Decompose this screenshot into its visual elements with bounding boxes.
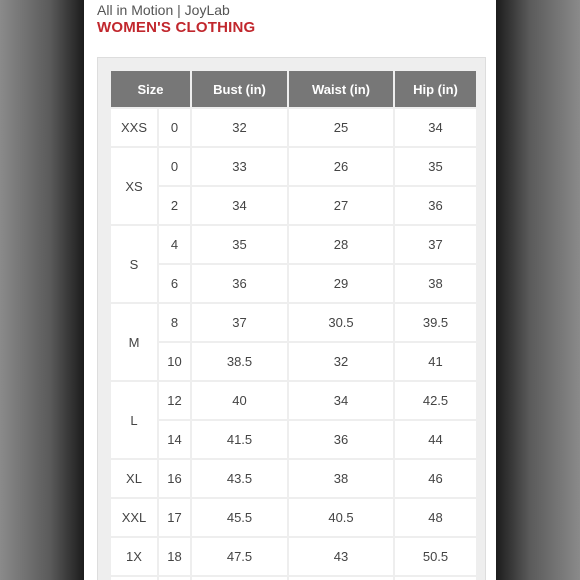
hip-cell: 36 — [395, 187, 476, 224]
waist-cell: 40.5 — [289, 499, 393, 536]
section-heading: WOMEN'S CLOTHING — [97, 19, 256, 36]
hip-cell: 46 — [395, 460, 476, 497]
table-header-row — [111, 71, 476, 107]
size-number: 18 — [159, 538, 190, 575]
table-row — [111, 538, 476, 575]
size-label: XL — [111, 460, 157, 497]
hip-cell: 41 — [395, 343, 476, 380]
size-number: 2 — [159, 187, 190, 224]
size-number: 8 — [159, 304, 190, 341]
size-number: 14 — [159, 421, 190, 458]
size-label: XXL — [111, 499, 157, 536]
header-hip: Hip (in) — [395, 71, 476, 107]
header-bust: Bust (in) — [192, 71, 287, 107]
hip-cell: 48 — [395, 499, 476, 536]
size-label: XXS — [111, 109, 157, 146]
waist-cell: 28 — [289, 226, 393, 263]
size-number: 6 — [159, 265, 190, 302]
waist-cell: 26 — [289, 148, 393, 185]
waist-cell: 38 — [289, 460, 393, 497]
waist-cell: 27 — [289, 187, 393, 224]
size-number: 12 — [159, 382, 190, 419]
waist-cell: 43 — [289, 538, 393, 575]
bust-cell: 45.5 — [192, 499, 287, 536]
waist-cell: 25 — [289, 109, 393, 146]
size-label: S — [111, 226, 157, 302]
size-chart-page — [84, 0, 496, 580]
size-label: L — [111, 382, 157, 458]
size-number: 16 — [159, 460, 190, 497]
table-row — [111, 343, 476, 380]
table-row — [111, 187, 476, 224]
bust-cell: 33 — [192, 148, 287, 185]
table-row — [111, 382, 476, 419]
bust-cell: 41.5 — [192, 421, 287, 458]
size-chart-table — [109, 69, 478, 580]
size-number: 10 — [159, 343, 190, 380]
table-row — [111, 226, 476, 263]
table-row — [111, 148, 476, 185]
size-number: 0 — [159, 148, 190, 185]
waist-cell: 30.5 — [289, 304, 393, 341]
size-number: 17 — [159, 499, 190, 536]
hip-cell: 44 — [395, 421, 476, 458]
header-waist: Waist (in) — [289, 71, 393, 107]
size-label: M — [111, 304, 157, 380]
bust-cell: 35 — [192, 226, 287, 263]
blurred-background-right — [496, 0, 580, 580]
table-row — [111, 265, 476, 302]
waist-cell: 29 — [289, 265, 393, 302]
bust-cell: 40 — [192, 382, 287, 419]
table-row — [111, 460, 476, 497]
header-size: Size — [111, 71, 190, 107]
size-chart-panel — [97, 57, 486, 580]
size-number: 0 — [159, 109, 190, 146]
hip-cell: 37 — [395, 226, 476, 263]
waist-cell: 36 — [289, 421, 393, 458]
hip-cell: 34 — [395, 109, 476, 146]
bust-cell: 36 — [192, 265, 287, 302]
size-number: 4 — [159, 226, 190, 263]
bust-cell: 32 — [192, 109, 287, 146]
table-row — [111, 421, 476, 458]
blurred-background-left — [0, 0, 84, 580]
brand-line: All in Motion | JoyLab — [97, 2, 230, 18]
bust-cell: 34 — [192, 187, 287, 224]
hip-cell: 35 — [395, 148, 476, 185]
hip-cell: 38 — [395, 265, 476, 302]
hip-cell: 39.5 — [395, 304, 476, 341]
table-row — [111, 499, 476, 536]
bust-cell: 37 — [192, 304, 287, 341]
table-row — [111, 109, 476, 146]
bust-cell: 43.5 — [192, 460, 287, 497]
size-label: XS — [111, 148, 157, 224]
bust-cell: 38.5 — [192, 343, 287, 380]
hip-cell: 42.5 — [395, 382, 476, 419]
waist-cell: 32 — [289, 343, 393, 380]
size-label: 1X — [111, 538, 157, 575]
hip-cell: 50.5 — [395, 538, 476, 575]
waist-cell: 34 — [289, 382, 393, 419]
table-row — [111, 304, 476, 341]
bust-cell: 47.5 — [192, 538, 287, 575]
